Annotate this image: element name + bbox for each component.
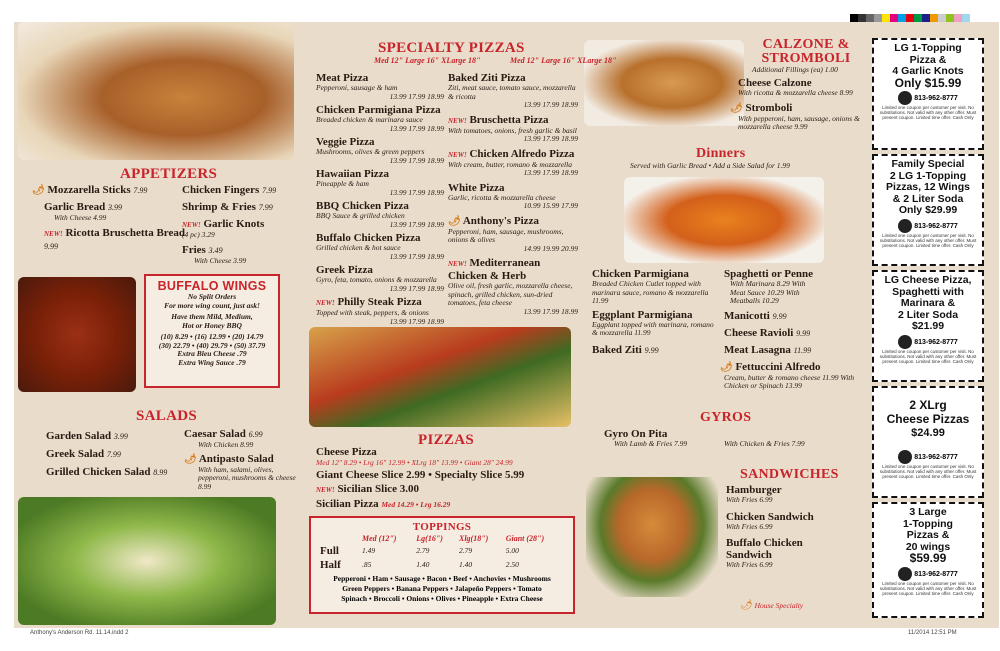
salads-left-list: [46, 430, 196, 479]
header-cell: Lg(16"): [416, 534, 443, 543]
item-desc: Ziti, meat sauce, tomato sauce, mozzarella & ricotta: [448, 83, 576, 101]
dinners-title: Dinners: [696, 146, 746, 161]
item-desc: With Fries 6.99: [726, 495, 773, 504]
item-desc: With Fries 6.99: [726, 560, 773, 569]
menu-item: Baked Ziti 9.99: [592, 343, 659, 356]
item-prices: 13.99 17.99 18.99: [523, 100, 578, 109]
item-desc: Topped with steak, peppers, & onions: [316, 308, 429, 317]
calzone-title: CALZONE & STROMBOLI: [761, 37, 851, 66]
menu-item: Grilled Chicken Salad 8.99: [46, 466, 168, 478]
item-desc: Pepperoni, sausage & ham: [316, 83, 398, 92]
menu-item: NEW! Bruschetta Pizza: [448, 113, 549, 126]
pepper-icon: 🌶: [720, 361, 733, 373]
cell: 2.79: [416, 545, 430, 555]
menu-item: Buffalo Chicken Sandwich: [726, 537, 803, 561]
menu-item: Chicken Parmigiana Pizza: [316, 104, 441, 116]
header-cell: [319, 533, 361, 544]
logo-icon: [898, 219, 912, 233]
wing-line: Hot or Honey BBQ: [182, 320, 242, 330]
coupon-1[interactable]: [872, 38, 984, 150]
item-note: With ham, salami, olives, pepperoni, mushrooms & cheese 8.99: [198, 464, 296, 491]
menu-item: 🌶 Antipasto Salad: [184, 452, 274, 465]
toppings-line: Pepperoni • Ham • Sausage • Bacon • Beef • Anchovies • Mushrooms: [333, 574, 551, 583]
toppings-box: [309, 516, 575, 614]
menu-item: Baked Ziti Pizza: [448, 72, 526, 84]
logo-icon: [898, 335, 912, 349]
dinners-left-list: [592, 268, 720, 357]
menu-item: 🌶 Fettuccini Alfredo: [720, 360, 821, 373]
logo-icon: [898, 91, 912, 105]
wing-line: Have them Mild, Medium,: [171, 312, 253, 321]
dinners-subtitle: Served with Garlic Bread • Add a Side Salad for 1.99: [630, 161, 790, 170]
specialty-left-list: [316, 72, 444, 326]
coupon-line: Cheese Pizzas: [886, 412, 970, 426]
menu-item: Manicotti 9.99: [724, 309, 787, 322]
item-prices: 13.99 17.99 18.99: [389, 316, 444, 326]
header-cell: Med (12"): [362, 534, 397, 543]
toppings-line: Spinach • Broccoli • Onions • Olives • Pineapple • Extra Cheese: [341, 594, 543, 603]
menu-item: Fries 3.49: [182, 243, 223, 256]
cell: 2.79: [459, 545, 473, 555]
coupon-line: 4 Garlic Knots: [892, 65, 964, 77]
pepper-icon: 🌶: [32, 185, 45, 196]
item-desc: Pepperoni, ham, sausage, mushrooms, onions & olives: [448, 226, 564, 244]
menu-item: Shrimp & Fries 7.99: [182, 201, 273, 213]
item-desc: With tomatoes, onions, fresh garlic & basil: [448, 125, 577, 135]
cell: 1.40: [416, 559, 430, 569]
menu-item: 🌶 Stromboli: [730, 101, 793, 114]
menu-item: White Pizza: [448, 181, 505, 194]
item-desc: Mushrooms, olives & green peppers: [316, 147, 425, 156]
coupon-phone-row: 813-962-8777: [878, 91, 978, 105]
item-prices: 13.99 17.99 18.99: [389, 123, 444, 133]
item-prices: 13.99 17.99 18.99: [523, 306, 578, 316]
toppings-table: [319, 533, 565, 572]
coupon-line: 20 wings: [905, 540, 951, 553]
header-cell: Giant (28"): [505, 534, 545, 543]
pasta-photo: [624, 177, 824, 263]
logo-icon: [898, 450, 912, 464]
item-prices: Med 12" 8.29 • Lrg 16" 12.99 • XLrg 18" 13.99 • Giant 28" 24.99: [316, 458, 513, 467]
specialty-pizzas-title: SPECIALTY PIZZAS: [378, 40, 525, 56]
menu-item: Garden Salad 3.99: [46, 430, 128, 442]
menu-item: Garlic Bread 3.99: [44, 201, 122, 213]
salads-title: SALADS: [136, 408, 197, 424]
salad-photo: [18, 497, 276, 625]
menu-item: NEW! Philly Steak Pizza: [316, 296, 422, 308]
item-desc: With ricotta & mozzarella cheese 8.99: [738, 88, 853, 97]
menu-item: BBQ Chicken Pizza: [316, 200, 409, 212]
row-label: Full: [320, 545, 339, 557]
item-desc: Eggplant topped with marinara, romano & mozzarella 11.99: [592, 319, 714, 337]
pepper-icon: 🌶: [740, 600, 753, 611]
calzone-photo: [584, 40, 744, 126]
coupon-price: Only $29.99: [898, 204, 958, 216]
coupon-line: Family Special: [891, 158, 965, 170]
coupon-line: 2 LG 1-Topping: [889, 169, 967, 182]
wing-line: No Split Orders: [187, 292, 237, 301]
salads-right-list: [184, 428, 302, 491]
menu-item: Sicilian Pizza Med 14.29 • Lrg 16.29: [316, 498, 451, 510]
pizzas-list: [316, 446, 586, 511]
toppings-header-row: [319, 533, 565, 544]
calzone-list: [730, 77, 870, 132]
item-prices: 13.99 17.99 18.99: [389, 283, 444, 293]
menu-item: NEW! Chicken Alfredo Pizza: [448, 147, 575, 160]
buffalo-wings-title: BUFFALO WINGS: [157, 279, 267, 293]
menu-item: Chicken Fingers 7.99: [182, 184, 277, 196]
menu-item: Greek Pizza: [316, 264, 373, 276]
menu-item: Cheese Ravioli 9.99: [724, 326, 811, 339]
appetizers-right-list: [182, 184, 302, 265]
wing-line: For more wing count, just ask!: [164, 300, 260, 310]
coupon-line: 1-Topping: [903, 517, 953, 530]
coupon-4[interactable]: [872, 386, 984, 498]
coupon-line: LG Cheese Pizza,: [884, 274, 972, 286]
toppings-list: [319, 574, 565, 604]
item-note: (4 pc) 3.29: [182, 230, 215, 239]
toppings-row: [319, 558, 565, 572]
coupon-line: Marinara &: [900, 297, 956, 309]
pepper-icon: 🌶: [448, 215, 461, 227]
item-note: With Chicken 8.99: [198, 440, 254, 449]
item-note: With Cheese 3.99: [194, 255, 247, 265]
footer-timestamp: 11/2014 12:51 PM: [908, 630, 957, 636]
menu-item: NEW! Garlic Knots: [182, 218, 265, 230]
wing-line: (30) 22.79 • (40) 29.79 • (50) 37.79: [158, 340, 266, 350]
item-desc: With cream, butter, romano & mozzarella: [448, 159, 572, 169]
logo-icon: [898, 567, 912, 581]
menu-item: Eggplant Parmigiana: [592, 308, 693, 321]
pepper-icon: 🌶: [730, 102, 743, 114]
menu-item: Buffalo Chicken Pizza: [316, 232, 421, 244]
menu-item: NEW! Mediterranean Chicken & Herb: [448, 257, 541, 282]
coupon-price: $24.99: [911, 427, 945, 439]
wing-line: (10) 8.29 • (16) 12.99 • (20) 14.79: [160, 332, 264, 341]
item-desc: BBQ Sauce & grilled chicken: [316, 211, 405, 220]
cell: .85: [362, 559, 372, 569]
menu-item: Veggie Pizza: [316, 136, 375, 148]
menu-item: Meat Pizza: [316, 72, 369, 84]
cell: 1.49: [362, 545, 376, 555]
menu-sheet: [14, 22, 999, 628]
item-desc: Garlic, ricotta & mozzarella cheese: [448, 192, 556, 202]
coupon-phone-row: 813-962-8777: [878, 219, 978, 233]
menu-item: Meat Lasagna 11.99: [724, 343, 812, 356]
house-specialty-legend: 🌶 House Specialty: [740, 600, 804, 611]
row-label: Half: [320, 559, 341, 571]
item-prices: 14.99 19.99 20.99: [523, 243, 578, 253]
item-prices: 13.99 17.99 18.99: [389, 219, 444, 229]
item-desc: With Lamb & Fries 7.99: [614, 439, 688, 448]
coupon-price: $59.99: [909, 551, 947, 565]
coupon-line: 2 XLrg: [909, 398, 947, 412]
coupon-fine-print: Limited one coupon per customer per visit. No substitutions. Not valid with any other offer. Must present coupon. Limited time offer. Cash Only: [879, 232, 977, 248]
coupon-line: Pizzas &: [906, 529, 950, 541]
menu-item: NEW! Sicilian Slice 3.00: [316, 483, 420, 495]
item-desc: Cream, butter & romano cheese 11.99 With Chicken or Spinach 13.99: [724, 372, 855, 390]
cell: 1.40: [459, 559, 473, 569]
menu-item: 🌶 Mozzarella Sticks 7.99: [32, 184, 148, 196]
coupon-2[interactable]: [872, 154, 984, 266]
wings-photo: [18, 277, 136, 392]
menu-item: Caesar Salad 6.99: [184, 428, 263, 440]
menu-item: NEW! Ricotta Bruschetta Bread 9.99: [44, 226, 185, 251]
item-prices: 13.99 17.99 18.99: [389, 155, 444, 165]
item-desc: Breaded Chicken Cutlet topped with marinara sauce, romano & mozzarella 11.99: [592, 279, 709, 305]
coupon-price: Only $15.99: [894, 75, 962, 90]
coupon-fine-print: Limited one coupon per customer per visit. No substitutions. Not valid with any other offer. Must present coupon. Limited time offer. Cash Only: [879, 580, 977, 596]
menu-item: Spaghetti or Penne: [724, 268, 814, 280]
pepper-icon: 🌶: [184, 453, 197, 465]
appetizers-left-list: [32, 184, 192, 253]
cell: 2.50: [505, 559, 519, 569]
item-prices: 13.99 17.99 18.99: [389, 91, 444, 101]
item-desc: With Marinara 8.29 With Meat Sauce 10.29 With Meatballs 10.29: [730, 279, 806, 305]
menu-item: Giant Cheese Slice 2.99 • Specialty Slice 5.99: [316, 469, 525, 481]
menu-item: Chicken Parmigiana: [592, 268, 689, 280]
coupon-phone-row: 813-962-8777: [878, 567, 978, 581]
toppings-title: TOPPINGS: [412, 521, 472, 533]
menu-item: Greek Salad 7.99: [46, 448, 121, 460]
item-desc: Grilled chicken & hot sauce: [316, 243, 401, 252]
gyros-right-desc: With Chicken & Fries 7.99: [724, 439, 805, 448]
coupon-phone-row: 813-962-8777: [878, 335, 978, 349]
coupon-line: 2 Liter Soda: [897, 308, 959, 321]
menu-item: Gyro On Pita: [604, 428, 668, 440]
coupon-line: Pizza &: [909, 53, 947, 66]
menu-item: Hamburger: [726, 484, 782, 496]
appetizers-title: APPETIZERS: [120, 166, 218, 182]
coupon-line: LG 1-Topping: [894, 42, 962, 54]
coupon-fine-print: Limited one coupon per customer per visit. No substitutions. Not valid with any other offer. Must present coupon. Limited time offer. Cash Only: [879, 105, 977, 120]
toppings-row: [319, 544, 565, 558]
coupon-line: 3 Large: [909, 506, 947, 518]
specialty-right-list: [448, 72, 578, 316]
pizza-slice-photo: [309, 327, 571, 427]
header-cell: Xlg(18"): [459, 534, 489, 543]
item-prices: 13.99 17.99 18.99: [389, 187, 444, 197]
chicken-fingers-photo: [18, 22, 294, 160]
wing-line: Extra Wing Sauce .79: [178, 357, 246, 367]
burger-photo: [586, 477, 718, 597]
gyros-left: [604, 428, 714, 449]
menu-item: Chicken Sandwich: [726, 510, 814, 523]
coupon-fine-print: Limited one coupon per customer per visit. No substitutions. Not valid with any other offer. Must present coupon. Limited time offer. Cash Only: [879, 464, 977, 479]
menu-item: Cheese Pizza: [316, 446, 377, 458]
item-desc: With Fries 6.99: [726, 521, 773, 531]
coupon-fine-print: Limited one coupon per customer per visit. No substitutions. Not valid with any other offer. Must present coupon. Limited time offer. Cash Only: [879, 348, 977, 364]
cell: 5.00: [505, 545, 519, 555]
sandwiches-list: [726, 484, 866, 570]
coupon-line: Pizzas, 12 Wings: [886, 181, 970, 193]
size-columns-left: Med 12" Large 16" XLarge 18": [374, 56, 481, 65]
item-desc: Gyro, feta, tomato, onions & mozzarella: [316, 275, 437, 284]
item-prices: 13.99 17.99 18.99: [523, 134, 578, 143]
coupon-phone-row: 813-962-8777: [878, 450, 978, 464]
gyros-title: GYROS: [700, 410, 752, 425]
menu-item: 🌶 Anthony's Pizza: [448, 214, 539, 227]
item-desc: With pepperoni, ham, sausage, onions & mozzarella cheese 9.99: [738, 113, 860, 131]
calzone-subtitle: Additional Fillings (ea) 1.00: [752, 65, 838, 74]
footer-file-info: Anthony's Anderson Rd. 11.14.indd 2: [30, 630, 129, 636]
item-prices: 10.99 15.99 17.99: [523, 201, 578, 210]
item-desc: Olive oil, fresh garlic, mozzarella cheese, spinach, grilled chicken, sun-dried tomatoes, feta cheese: [448, 281, 573, 307]
item-note: With Cheese 4.99: [54, 213, 107, 222]
menu-item: Cheese Calzone: [738, 77, 812, 89]
coupon-3[interactable]: [872, 270, 984, 382]
coupon-5[interactable]: [872, 502, 984, 618]
sandwiches-title: SANDWICHES: [740, 467, 839, 482]
coupon-price: $21.99: [911, 320, 945, 332]
pizzas-title: PIZZAS: [418, 432, 474, 448]
toppings-line: Green Peppers • Banana Peppers • Jalapeño Peppers • Tomato: [342, 584, 542, 593]
coupon-line: & 2 Liter Soda: [892, 192, 964, 205]
buffalo-wings-box: [144, 274, 280, 388]
wing-line: Extra Bleu Cheese .79: [177, 349, 247, 358]
dinners-right-list: [720, 268, 868, 391]
item-desc: Pineapple & ham: [316, 179, 369, 188]
coupon-line: Spaghetti with: [892, 285, 964, 298]
item-prices: 13.99 17.99 18.99: [389, 251, 444, 261]
size-columns-right: Med 12" Large 16" XLarge 18": [510, 56, 617, 65]
item-prices: 13.99 17.99 18.99: [523, 168, 578, 177]
item-desc: Breaded chicken & marinara sauce: [316, 115, 423, 124]
menu-item: Hawaiian Pizza: [316, 168, 390, 180]
